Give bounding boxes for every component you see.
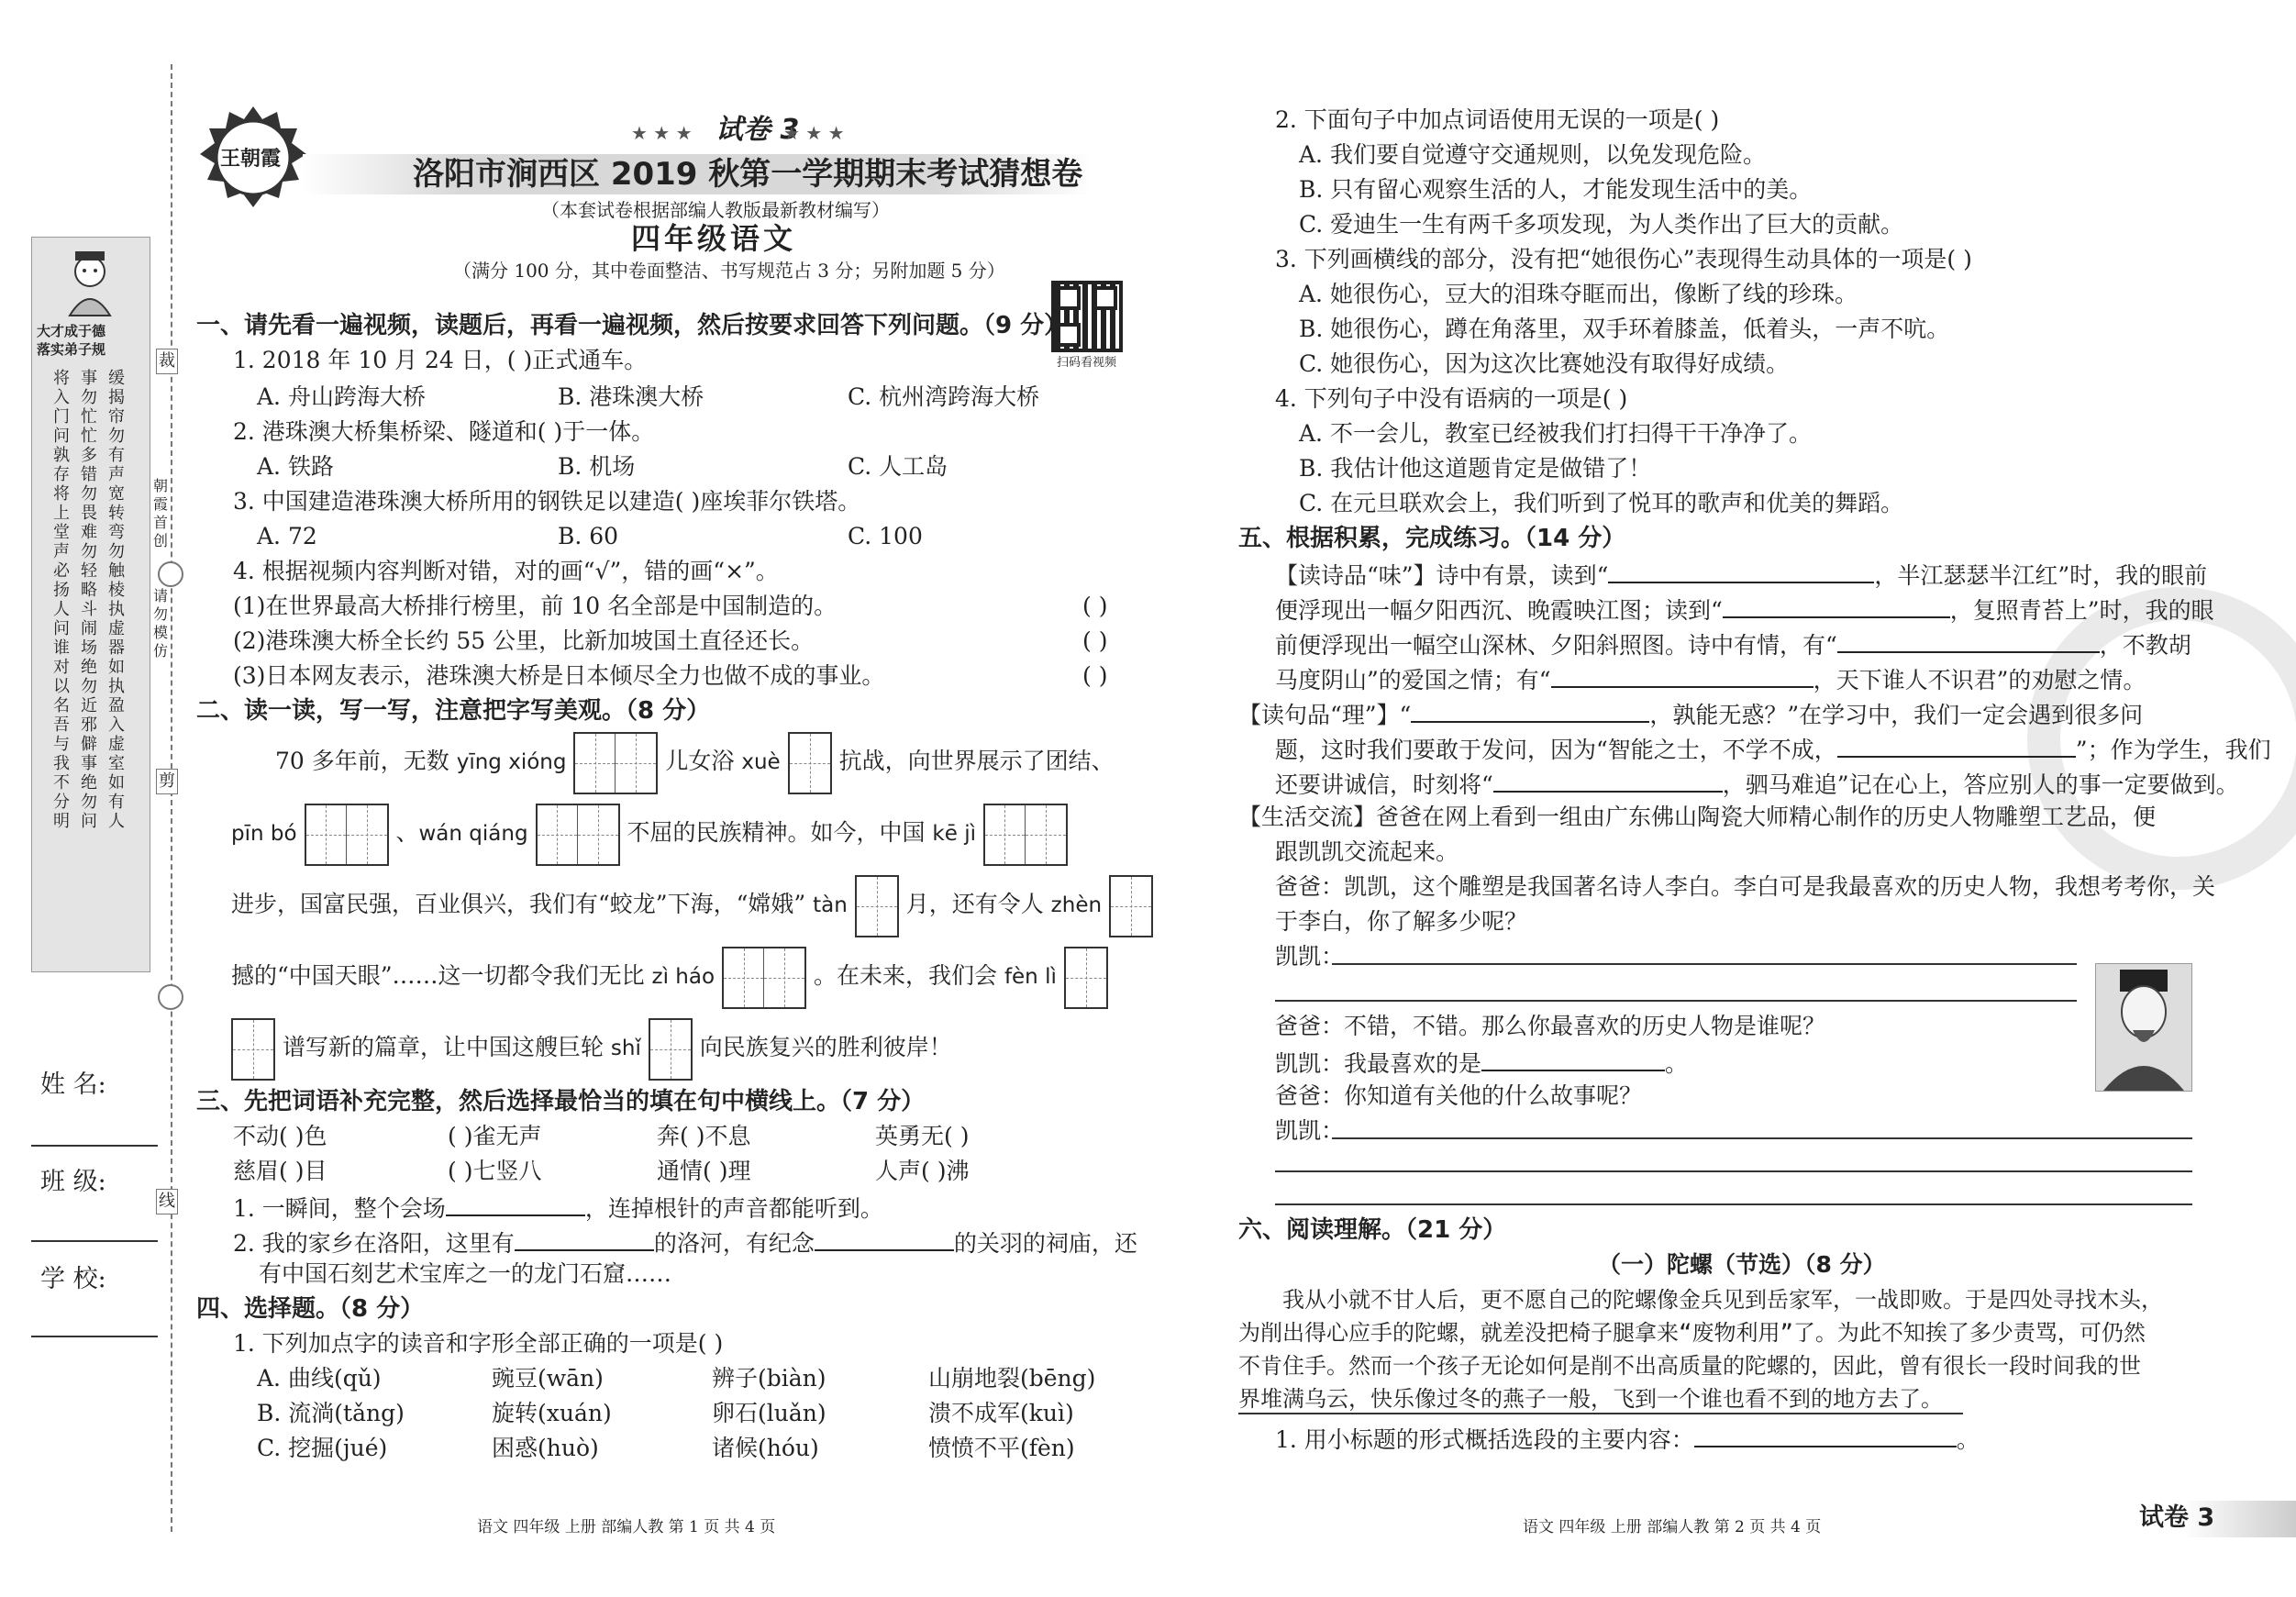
s5-line-9: 跟凯凯交流起来。	[1275, 838, 1459, 865]
kaikai-answer-3a[interactable]	[1332, 1137, 2192, 1139]
s3-word-4[interactable]: 英勇无( )	[875, 1123, 970, 1149]
sidebar-slogan-1: 大才成于德	[37, 323, 106, 339]
s3-q1-text-end: ，连掉根针的声音都能听到。	[584, 1195, 883, 1222]
s5-text: ”；作为学生，我们	[2075, 737, 2271, 763]
s1-q3-option-c[interactable]: C. 100	[848, 523, 923, 549]
s4-q3-option-c[interactable]: C. 她很伤心，因为这次比赛她没有取得好成绩。	[1299, 350, 1790, 377]
s3-word-3[interactable]: 奔( )不息	[657, 1123, 751, 1149]
passage-line-4: 界堆满乌云，快乐像过冬的燕子一般，飞到一个谁也看不到的地方去了。	[1238, 1386, 1943, 1412]
s5-line-8: 【生活交流】爸爸在网上看到一组由广东佛山陶瓷大师精心制作的历史人物雕塑工艺品，便	[1238, 804, 2157, 830]
sidebar-col-2: 事勿忙忙多错勿畏难勿轻略斗闹场绝勿近邪僻事绝勿问	[81, 369, 97, 831]
passage-title: （一）陀螺（节选）（8 分）	[1598, 1251, 1886, 1278]
s3-q2-cont: 有中国石刻艺术宝库之一的龙门石窟……	[259, 1260, 672, 1287]
s5-blank-4[interactable]	[1551, 664, 1814, 688]
pinyin-prompt: kē jì	[932, 822, 976, 846]
s3-word-7[interactable]: 通情( )理	[657, 1158, 751, 1184]
char-box[interactable]	[1064, 947, 1108, 1009]
s4-q1-c4: 愤愤不平(fèn)	[928, 1435, 1075, 1461]
s5-line-3	[1275, 629, 2191, 660]
char-box[interactable]	[983, 804, 1068, 866]
s4-q1-a4: 山崩地裂(bēng)	[928, 1365, 1096, 1392]
s1-q1-option-b[interactable]: B. 港珠澳大桥	[558, 383, 704, 410]
s5-line-5	[1238, 699, 2143, 729]
sidebar-col-3: 缓揭帘勿有声宽转弯勿触棱执虚器如执盈入虚室如有人	[108, 369, 125, 831]
s4-q4: 4. 下列句子中没有语病的一项是( )	[1275, 385, 1628, 412]
cut-mark-1: 裁	[156, 349, 178, 374]
s2-line-5	[231, 1016, 952, 1081]
s1-q2-option-c[interactable]: C. 人工岛	[848, 453, 948, 480]
s1-q1: 1. 2018 年 10 月 24 日，( )正式通车。	[233, 347, 648, 373]
s5-line-4	[1275, 664, 2146, 694]
s6-q1-text: 1. 用小标题的形式概括选段的主要内容：	[1275, 1426, 1694, 1453]
s2-text: 70 多年前，无数	[275, 748, 449, 774]
s5-text: 还要讲诚信，时刻将“	[1275, 771, 1493, 798]
s5-line-10: 爸爸：凯凯，这个雕塑是我国著名诗人李白。李白可是我最喜欢的历史人物，我想考考你，关	[1275, 873, 2216, 900]
s4-q1: 1. 下列加点字的读音和字形全部正确的一项是( )	[233, 1330, 724, 1357]
class-field[interactable]	[31, 1240, 158, 1242]
s1-q4-item-2: (2)港珠澳大桥全长约 55 公里，比新加坡国土直径还长。	[233, 627, 815, 654]
s4-q1-c1[interactable]: C. 挖掘(jué)	[257, 1435, 388, 1461]
passage-line-2: 为削出得心应手的陀螺，就差没把椅子腿拿来“废物利用”了。为此不知挨了多少责骂，可仍然	[1238, 1320, 2146, 1346]
s4-q2-option-a[interactable]: A. 我们要自觉遵守交通规则，以免发现危险。	[1299, 141, 1766, 168]
s4-q2-option-c[interactable]: C. 爱迪生一生有两千多项发现，为人类作出了巨大的贡献。	[1299, 211, 1904, 238]
s1-q4-answer-1[interactable]: ( )	[1082, 593, 1108, 619]
s4-q1-c3: 诸候(hóu)	[712, 1435, 819, 1461]
binding-hole-2	[158, 984, 183, 1010]
s5-line-11: 于李白，你了解多少呢？	[1275, 908, 1528, 935]
s2-text: 不屈的民族精神。如今，中国	[627, 819, 926, 846]
pinyin-prompt: shǐ	[610, 1037, 641, 1060]
logo-text: 王朝霞	[220, 147, 282, 171]
s4-q2-option-b[interactable]: B. 只有留心观察生活的人，才能发现生活中的美。	[1299, 176, 1813, 203]
pinyin-prompt: pīn bó	[231, 822, 297, 846]
s2-text: 向民族复兴的胜利彼岸！	[699, 1034, 952, 1060]
cut-mark-3: 线	[156, 1189, 178, 1214]
name-field[interactable]	[31, 1145, 158, 1147]
school-field[interactable]	[31, 1336, 158, 1337]
s5-blank-6[interactable]	[1837, 734, 2076, 758]
section-4-heading: 四、选择题。（8 分）	[196, 1295, 425, 1323]
char-box[interactable]	[231, 1018, 275, 1081]
s1-q4-answer-3[interactable]: ( )	[1082, 662, 1108, 689]
s5-text: ，孰能无惑？”在学习中，我们一定会遇到很多问	[1649, 702, 2144, 728]
pinyin-prompt: yīng xióng	[456, 750, 567, 774]
s5-text: 题，这时我们要敢于发问，因为“智能之士，不学不成，	[1275, 737, 1837, 763]
s3-q2	[233, 1227, 1137, 1258]
kaikai-answer-3c[interactable]	[1275, 1203, 2192, 1205]
s2-line-3	[231, 873, 1153, 937]
s1-q2-option-b[interactable]: B. 机场	[558, 453, 636, 480]
s5-text: 马度阴山”的爱国之情；有“	[1275, 667, 1551, 693]
s2-text: 进步，国富民强，百业俱兴，我们有“蛟龙”下海，“嫦娥”	[231, 891, 806, 917]
exam-title: 洛阳市涧西区 2019 秋第一学期期末考试猜想卷	[413, 156, 1083, 193]
dad-line-3: 爸爸：你知道有关他的什么故事呢？	[1275, 1082, 1643, 1109]
s4-q1-a2: 豌豆(wān)	[492, 1365, 604, 1392]
s5-text: ，天下谁人不识君”的劝慰之情。	[1813, 667, 2146, 693]
s4-q1-a3: 辨子(biàn)	[712, 1365, 826, 1392]
char-box[interactable]	[649, 1018, 693, 1081]
binding-hole-1	[158, 561, 183, 587]
pinyin-prompt: wán qiáng	[418, 822, 528, 846]
char-box[interactable]	[305, 804, 389, 866]
cut-mark-2: 剪	[156, 769, 178, 794]
s3-q1-blank[interactable]	[446, 1192, 585, 1216]
s1-q3-option-b[interactable]: B. 60	[558, 523, 619, 549]
sidebar-col-1: 将入门问孰存将上堂声必扬人问谁对以名吾与我不分明	[53, 369, 70, 831]
s5-text: 便浮现出一幅夕阳西沉、晚霞映江图；读到“	[1275, 597, 1723, 624]
s1-q4-item-3: (3)日本网友表示，港珠澳大桥是日本倾尽全力也做不成的事业。	[233, 662, 885, 689]
s3-q2-blank-1[interactable]	[515, 1227, 654, 1251]
s4-q3-option-a[interactable]: A. 她很伤心，豆大的泪珠夺眶而出，像断了线的珍珠。	[1299, 281, 1858, 307]
pinyin-prompt: tàn	[813, 893, 848, 917]
s6-q1-end: 。	[1956, 1426, 1980, 1453]
dad-line-2: 爸爸：不错，不错。那么你最喜欢的历史人物是谁呢？	[1275, 1013, 1826, 1039]
s3-word-2[interactable]: ( )雀无声	[448, 1123, 542, 1149]
score-note: （满分 100 分，其中卷面整洁、书写规范占 3 分；另附加题 5 分）	[453, 260, 1005, 282]
footer-tag: 试卷 3	[2139, 1503, 2215, 1532]
section-2-heading: 二、读一读，写一写，注意把字写美观。（8 分）	[196, 697, 711, 725]
s3-q2-text-end: 的关羽的祠庙，还	[953, 1230, 1137, 1257]
s4-q1-b3: 卵石(luǎn)	[712, 1400, 826, 1426]
s2-text: 抗战，向世界展示了团结、	[838, 748, 1115, 774]
section-5-heading: 五、根据积累，完成练习。（14 分）	[1238, 525, 1626, 552]
s5-text: ，复照青苔上”时，我的眼	[1949, 597, 2214, 624]
pinyin-prompt: zhèn	[1050, 893, 1103, 917]
sidebar-slogan-2: 落实弟子规	[37, 341, 106, 358]
s1-q3: 3. 中国建造港珠澳大桥所用的钢铁足以建造( )座埃菲尔铁塔。	[233, 488, 861, 515]
s3-word-5[interactable]: 慈眉( )目	[233, 1158, 327, 1184]
s1-q2-option-a[interactable]: A. 铁路	[257, 453, 334, 480]
exam-note: （本套试卷根据部编人教版最新教材编写）	[541, 199, 890, 221]
s4-q1-b4: 溃不成军(kuì)	[928, 1400, 1074, 1426]
subject-title: 四年级语文	[631, 221, 797, 256]
kaikai-line-2	[1275, 1048, 1688, 1078]
pinyin-prompt: xuè	[741, 750, 781, 774]
badge-stars-right: ★ ★ ★	[783, 122, 845, 144]
char-box[interactable]	[722, 947, 806, 1009]
s6-q1-blank[interactable]	[1694, 1424, 1957, 1447]
s1-q1-option-c[interactable]: C. 杭州湾跨海大桥	[848, 383, 1040, 410]
s2-line-1	[275, 730, 1115, 794]
s4-q4-option-b[interactable]: B. 我估计他这道题肯定是做错了！	[1299, 455, 1652, 482]
s5-text: ，半江瑟瑟半江红”时，我的眼前	[1874, 562, 2208, 589]
s5-text: 凯凯：我最喜欢的是	[1275, 1050, 1482, 1077]
s1-q2: 2. 港珠澳大桥集桥梁、隧道和( )于一体。	[233, 418, 655, 445]
s6-q1	[1275, 1424, 1980, 1454]
s5-text: ，不教胡	[2099, 632, 2191, 659]
s2-text: 、	[395, 819, 419, 846]
char-box[interactable]	[788, 732, 832, 794]
s2-text: 。在未来，我们会	[813, 962, 997, 989]
scholar-illustration	[42, 246, 138, 317]
badge-stars: ★ ★ ★	[631, 122, 693, 144]
s3-q2-text: 2. 我的家乡在洛阳，这里有	[233, 1230, 515, 1257]
char-box[interactable]	[536, 804, 620, 866]
footer-left: 语文 四年级 上册 部编人教 第 1 页 共 4 页	[477, 1518, 776, 1536]
char-box[interactable]	[1109, 875, 1153, 937]
s5-text: 【读句品“理”】“	[1238, 702, 1412, 728]
footer-right: 语文 四年级 上册 部编人教 第 2 页 共 4 页	[1523, 1518, 1822, 1536]
s3-word-8[interactable]: 人声( )沸	[875, 1158, 970, 1184]
s2-text: 月，还有令人	[905, 891, 1044, 917]
s2-line-4	[231, 945, 1108, 1009]
s3-q2-blank-2[interactable]	[815, 1227, 954, 1251]
section-3-heading: 三、先把词语补充完整，然后选择最恰当的填在句中横线上。（7 分）	[196, 1088, 926, 1115]
s4-q3: 3. 下列画横线的部分，没有把“她很伤心”表现得生动具体的一项是( )	[1275, 246, 1972, 272]
kaikai-answer-1b[interactable]	[1275, 1000, 2077, 1002]
stamp-text-1: 朝霞首创	[153, 477, 169, 549]
class-label: 班 级:	[40, 1168, 106, 1196]
s4-q4-option-a[interactable]: A. 不一会儿，教室已经被我们打扫得干干净净了。	[1299, 420, 1812, 447]
s5-blank-7[interactable]	[1493, 769, 1723, 793]
s3-word-1[interactable]: 不动( )色	[233, 1123, 327, 1149]
exam-badge: 试卷 3	[715, 114, 800, 146]
school-label: 学 校:	[40, 1265, 106, 1293]
s5-blank-1[interactable]	[1608, 560, 1874, 583]
s3-word-6[interactable]: ( )七竖八	[448, 1158, 542, 1184]
kaikai-answer-1a[interactable]	[1332, 963, 2077, 965]
brand-logo	[194, 103, 312, 220]
qr-caption: 扫码看视频	[1057, 356, 1117, 370]
s5-blank-3[interactable]	[1837, 629, 2100, 653]
s3-q2-text-mid: 的洛河，有纪念	[653, 1230, 815, 1257]
s5-text: 前便浮现出一幅空山深林、夕阳斜照图。诗中有情，有“	[1275, 632, 1837, 659]
passage-line-1: 我从小就不甘人后，更不愿自己的陀螺像金兵见到岳家军，一战即败。于是四处寻找木头，	[1282, 1287, 2163, 1313]
s5-blank-2[interactable]	[1723, 594, 1950, 618]
s5-line-1	[1275, 560, 2207, 590]
s4-q4-option-c[interactable]: C. 在元旦联欢会上，我们听到了悦耳的歌声和优美的舞蹈。	[1299, 490, 1904, 516]
libai-portrait	[2095, 963, 2192, 1092]
s2-line-2	[231, 802, 1068, 866]
s4-q1-a1[interactable]: A. 曲线(qǔ)	[257, 1365, 382, 1392]
char-box[interactable]	[573, 732, 658, 794]
s5-line-6	[1275, 734, 2271, 764]
binding-line	[171, 64, 172, 1532]
s5-line-2	[1275, 594, 2214, 625]
s2-text: 谱写新的篇章，让中国这艘巨轮	[282, 1034, 604, 1060]
s1-q1-option-a[interactable]: A. 舟山跨海大桥	[257, 383, 426, 410]
s2-text: 儿女浴	[665, 748, 735, 774]
s1-q4-item-1: (1)在世界最高大桥排行榜里，前 10 名全部是中国制造的。	[233, 593, 837, 619]
pinyin-prompt: fèn lì	[1004, 965, 1057, 989]
s3-q1	[233, 1192, 883, 1223]
s3-q1-text: 1. 一瞬间，整个会场	[233, 1195, 446, 1222]
stamp-text-2: 请勿模仿	[153, 587, 169, 660]
s5-blank-5[interactable]	[1411, 699, 1649, 723]
s4-q1-b2: 旋转(xuán)	[492, 1400, 612, 1426]
section-6-heading: 六、阅读理解。（21 分）	[1238, 1216, 1507, 1244]
s4-q3-option-b[interactable]: B. 她很伤心，蹲在角落里，双手环着膝盖，低着头，一声不吭。	[1299, 316, 1950, 342]
s1-q4: 4. 根据视频内容判断对错，对的画“√”，错的画“×”。	[233, 558, 779, 584]
kaikai-answer-3b[interactable]	[1275, 1170, 2192, 1172]
s2-text: 撼的“中国天眼”……这一切都令我们无比	[231, 962, 645, 989]
section-1-heading: 一、请先看一遍视频，读题后，再看一遍视频，然后按要求回答下列问题。（9 分）	[196, 312, 1069, 339]
s5-text: 。	[1665, 1050, 1689, 1077]
s5-line-7	[1275, 769, 2239, 799]
s4-q1-b1[interactable]: B. 流淌(tǎng)	[257, 1400, 405, 1426]
kaikai-label-3: 凯凯：	[1275, 1117, 1345, 1144]
s5-text: 【读诗品“味”】诗中有景，读到“	[1275, 562, 1609, 589]
passage-line-3: 不肯住手。然而一个孩子无论如何是削不出高质量的陀螺的，因此，曾有很长一段时间我的世	[1238, 1353, 2141, 1379]
kaikai-answer-2[interactable]	[1481, 1048, 1665, 1071]
s5-text: ，驷马难追”记在心上，答应别人的事一定要做到。	[1722, 771, 2239, 798]
s1-q3-option-a[interactable]: A. 72	[257, 523, 317, 549]
s4-q2: 2. 下面句子中加点词语使用无误的一项是( )	[1275, 106, 1720, 133]
char-box[interactable]	[855, 875, 899, 937]
s1-q4-answer-2[interactable]: ( )	[1082, 627, 1108, 654]
pinyin-prompt: zì háo	[651, 965, 715, 989]
kaikai-label-1: 凯凯：	[1275, 943, 1345, 970]
name-label: 姓 名:	[40, 1070, 106, 1099]
passage-underline	[1238, 1413, 1963, 1414]
s4-q1-c2: 困惑(huò)	[492, 1435, 599, 1461]
